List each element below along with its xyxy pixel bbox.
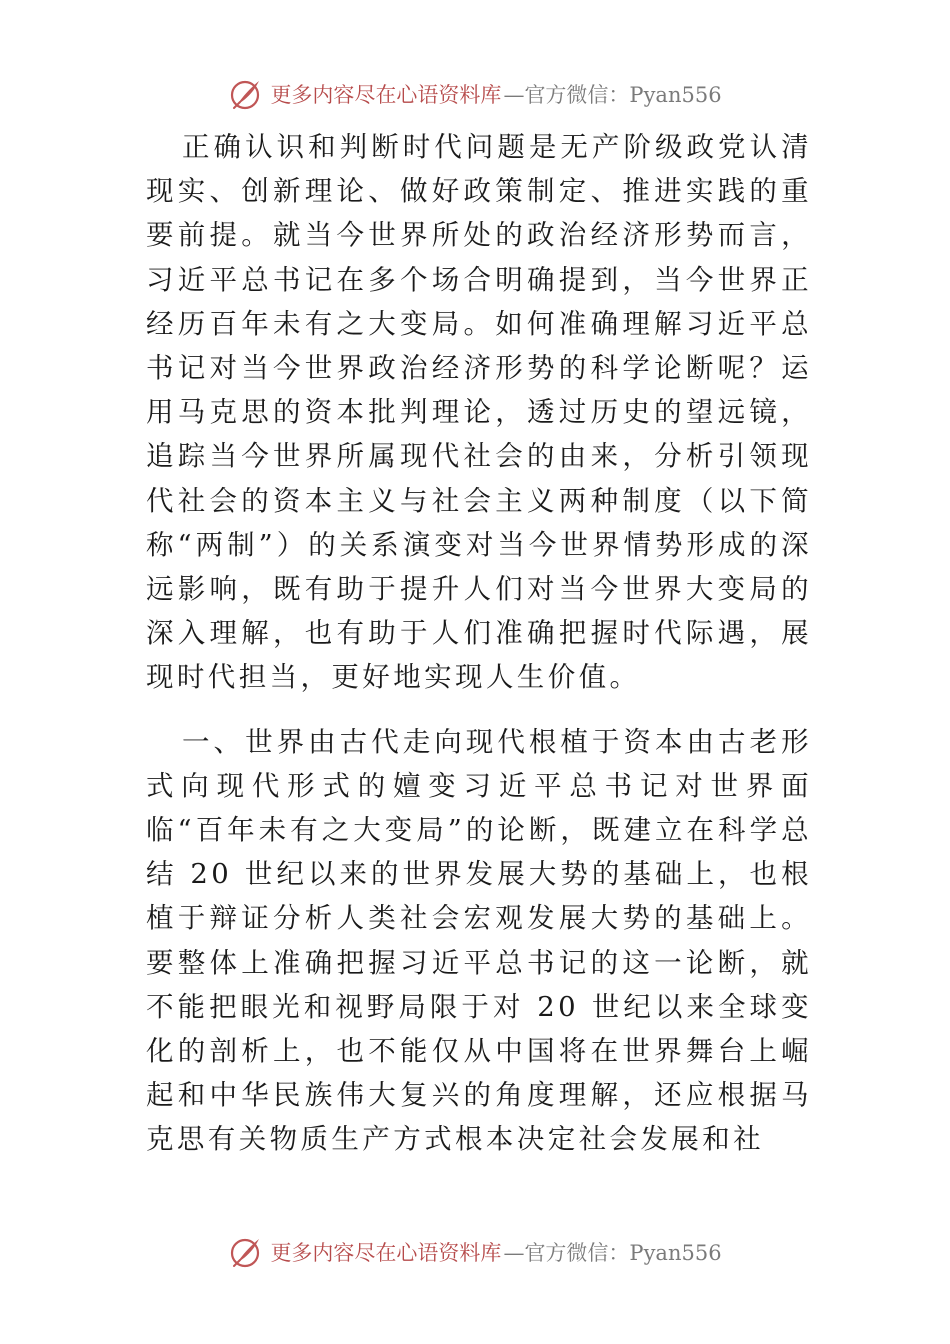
paragraph-section-one: 一、世界由古代走向现代根植于资本由古老形式向现代形式的嬗变习近平总书记对世界面临“百年未有之大变局”的论断，既建立在科学总结 20 世纪以来的世界发展大势的基础上，也根植于辩证分析人类社会宏观发展大势的基础上。要整体上准确把握习近平总书记的这一论断，就不能把眼光和视野局限于对 20 世纪以来全球变化的剖析上，也不能仅从中国将在世界舞台上崛起和中华民族伟大复兴的角度理解，还应根据马克思有关物质生产方式根本决定社会发展和社 [146,725,812,1156]
document-body [146,125,812,1182]
quill-logo-icon [228,76,264,112]
footer-watermark-banner [0,1228,950,1276]
header-watermark-banner [0,70,950,118]
promo-text: 更多内容尽在心语资料库 [270,83,502,107]
contact-text: —官方微信：Pyan556 [503,1241,722,1265]
quill-logo-icon [228,1234,264,1270]
contact-text: —官方微信：Pyan556 [503,83,722,107]
paragraph-intro: 正确认识和判断时代问题是无产阶级政党认清现实、创新理论、做好政策制定、推进实践的重要前提。就当今世界所处的政治经济形势而言，习近平总书记在多个场合明确提到，当今世界正经历百年未有之大变局。如何准确理解习近平总书记对当今世界政治经济形势的科学论断呢？运用马克思的资本批判理论，透过历史的望远镜，追踪当今世界所属现代社会的由来，分析引领现代社会的资本主义与社会主义两种制度（以下简称“两制”）的关系演变对当今世界情势形成的深远影响，既有助于提升人们对当今世界大变局的深入理解，也有助于人们准确把握时代际遇，展现时代担当，更好地实现人生价值。 [146,131,812,694]
promo-text: 更多内容尽在心语资料库 [270,1241,502,1265]
